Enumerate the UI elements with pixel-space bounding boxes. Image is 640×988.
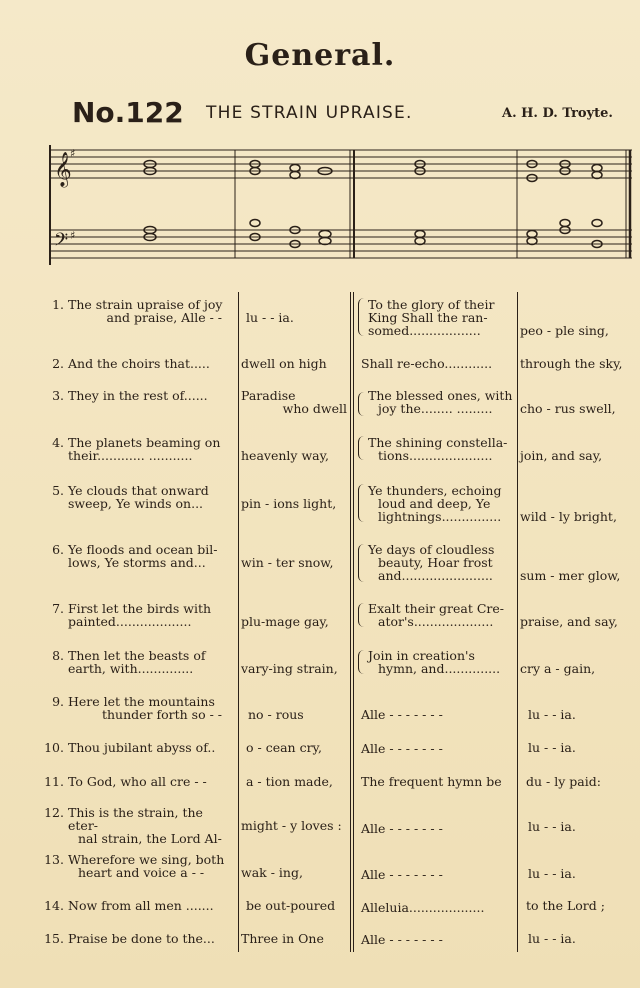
verse-response: lu - - ia. <box>528 740 576 755</box>
treble-clef-icon: 𝄞 <box>54 152 72 187</box>
verse-number: 9. <box>52 694 64 709</box>
verse-response: vary-ing strain, <box>241 661 338 676</box>
verse-text: To God, who all cre - - <box>68 774 207 789</box>
verse-response: sum - mer glow, <box>520 568 621 583</box>
verse-response: peo - ple sing, <box>520 323 609 338</box>
verse-text: And the choirs that..... <box>68 356 210 371</box>
verse-number: 15. <box>44 931 64 946</box>
column-divider <box>350 292 351 952</box>
verse-text: The frequent hymn be <box>361 774 502 789</box>
verse-text: This is the strain, the eter- nal strain, the Lord Al- <box>68 805 222 846</box>
verse-number: 8. <box>52 648 64 663</box>
brace <box>358 392 365 416</box>
verse-text: The planets beaming on their............ ........... <box>68 435 221 463</box>
column-divider <box>353 292 354 952</box>
hymn-title: THE STRAIN UPRAISE. <box>206 103 413 123</box>
section-heading: General. <box>244 38 396 73</box>
hymn-number: No.122 <box>72 96 184 129</box>
verse-response: Paradise who dwell <box>241 388 347 416</box>
verse-number: 6. <box>52 542 64 557</box>
verse-number: 11. <box>44 774 64 789</box>
verse-text: Alle - - - - - - - <box>361 867 443 882</box>
verse-response: lu - - ia. <box>528 819 576 834</box>
verse-response: join, and say, <box>520 448 603 463</box>
verse-response: be out-poured <box>246 898 336 913</box>
verse-number: 2. <box>52 356 64 371</box>
verse-text: Alle - - - - - - - <box>361 707 443 722</box>
verse-response: lu - - ia. <box>246 310 294 325</box>
verse-response: o - cean cry, <box>246 740 322 755</box>
verse-response: through the sky, <box>520 356 623 371</box>
verse-response: lu - - ia. <box>528 866 576 881</box>
verse-text: Then let the beasts of earth, with.............. <box>68 648 206 676</box>
verse-response: heavenly way, <box>241 448 329 463</box>
verse-text: Exalt their great Cre- ator's.................... <box>368 601 505 629</box>
verse-number: 5. <box>52 483 64 498</box>
verse-number: 1. <box>52 297 64 312</box>
verse-text: The strain upraise of joy and praise, Alle - - <box>68 297 223 325</box>
verse-response: du - ly paid: <box>526 774 601 789</box>
verse-text: Ye clouds that onward sweep, Ye winds on... <box>68 483 209 511</box>
verse-number: 3. <box>52 388 64 403</box>
verse-text: To the glory of their King Shall the ran- somed.................. <box>368 297 495 338</box>
verse-response: lu - - ia. <box>528 931 576 946</box>
verse-response: pin - ions light, <box>241 496 337 511</box>
brace <box>358 544 365 582</box>
verse-response: praise, and say, <box>520 614 618 629</box>
verse-number: 14. <box>44 898 64 913</box>
verse-response: cho - rus swell, <box>520 401 616 416</box>
verse-text: Thou jubilant abyss of.. <box>68 740 216 755</box>
svg-text:♯: ♯ <box>70 147 76 160</box>
verse-number: 4. <box>52 435 64 450</box>
verse-text: Alleluia................... <box>361 900 485 915</box>
brace <box>358 298 365 336</box>
column-divider <box>517 292 518 952</box>
verse-text: Now from all men ....... <box>68 898 214 913</box>
verse-text: Ye days of cloudless beauty, Hoar frost and....................... <box>368 542 495 583</box>
verse-response: cry a - gain, <box>520 661 596 676</box>
verse-response: Three in One <box>241 931 324 946</box>
verse-text: Ye thunders, echoing loud and deep, Ye lightnings............... <box>368 483 502 524</box>
verse-response: win - ter snow, <box>241 555 334 570</box>
verse-text: Ye floods and ocean bil- lows, Ye storms and... <box>68 542 218 570</box>
svg-text:♯: ♯ <box>70 229 76 242</box>
verse-text: Praise be done to the... <box>68 931 215 946</box>
music-score <box>40 135 635 270</box>
verse-response: wak - ing, <box>241 865 303 880</box>
verse-response: to the Lord ; <box>526 898 605 913</box>
verse-number: 12. <box>44 805 64 820</box>
verse-text: Alle - - - - - - - <box>361 821 443 836</box>
verse-text: The blessed ones, with joy the........ ......... <box>368 388 513 416</box>
brace <box>358 603 365 627</box>
verse-response: might - y loves : <box>241 818 342 833</box>
verse-text: The shining constella- tions..................... <box>368 435 508 463</box>
column-divider <box>238 292 239 952</box>
verse-text: Here let the mountains thunder forth so - - <box>68 694 222 722</box>
verse-number: 10. <box>44 740 64 755</box>
brace <box>358 436 365 460</box>
verse-text: Alle - - - - - - - <box>361 741 443 756</box>
verse-number: 7. <box>52 601 64 616</box>
verse-number: 13. <box>44 852 64 867</box>
verse-text: Alle - - - - - - - <box>361 932 443 947</box>
brace <box>358 650 365 674</box>
verse-response: a - tion made, <box>246 774 333 789</box>
verse-text: Shall re-echo............ <box>361 356 493 371</box>
verse-response: no - rous <box>248 707 304 722</box>
verse-text: Join in creation's hymn, and.............. <box>368 648 501 676</box>
verse-response: lu - - ia. <box>528 707 576 722</box>
verse-text: First let the birds with painted................... <box>68 601 212 629</box>
verse-response: plu-mage gay, <box>241 614 329 629</box>
brace <box>358 484 365 522</box>
bass-clef-icon: 𝄢 <box>54 230 69 255</box>
verse-response: wild - ly bright, <box>520 509 617 524</box>
hymn-author: A. H. D. Troyte. <box>502 106 613 121</box>
verse-response: dwell on high <box>241 356 327 371</box>
verse-text: Wherefore we sing, both heart and voice a - - <box>68 852 225 880</box>
verse-text: They in the rest of...... <box>68 388 208 403</box>
